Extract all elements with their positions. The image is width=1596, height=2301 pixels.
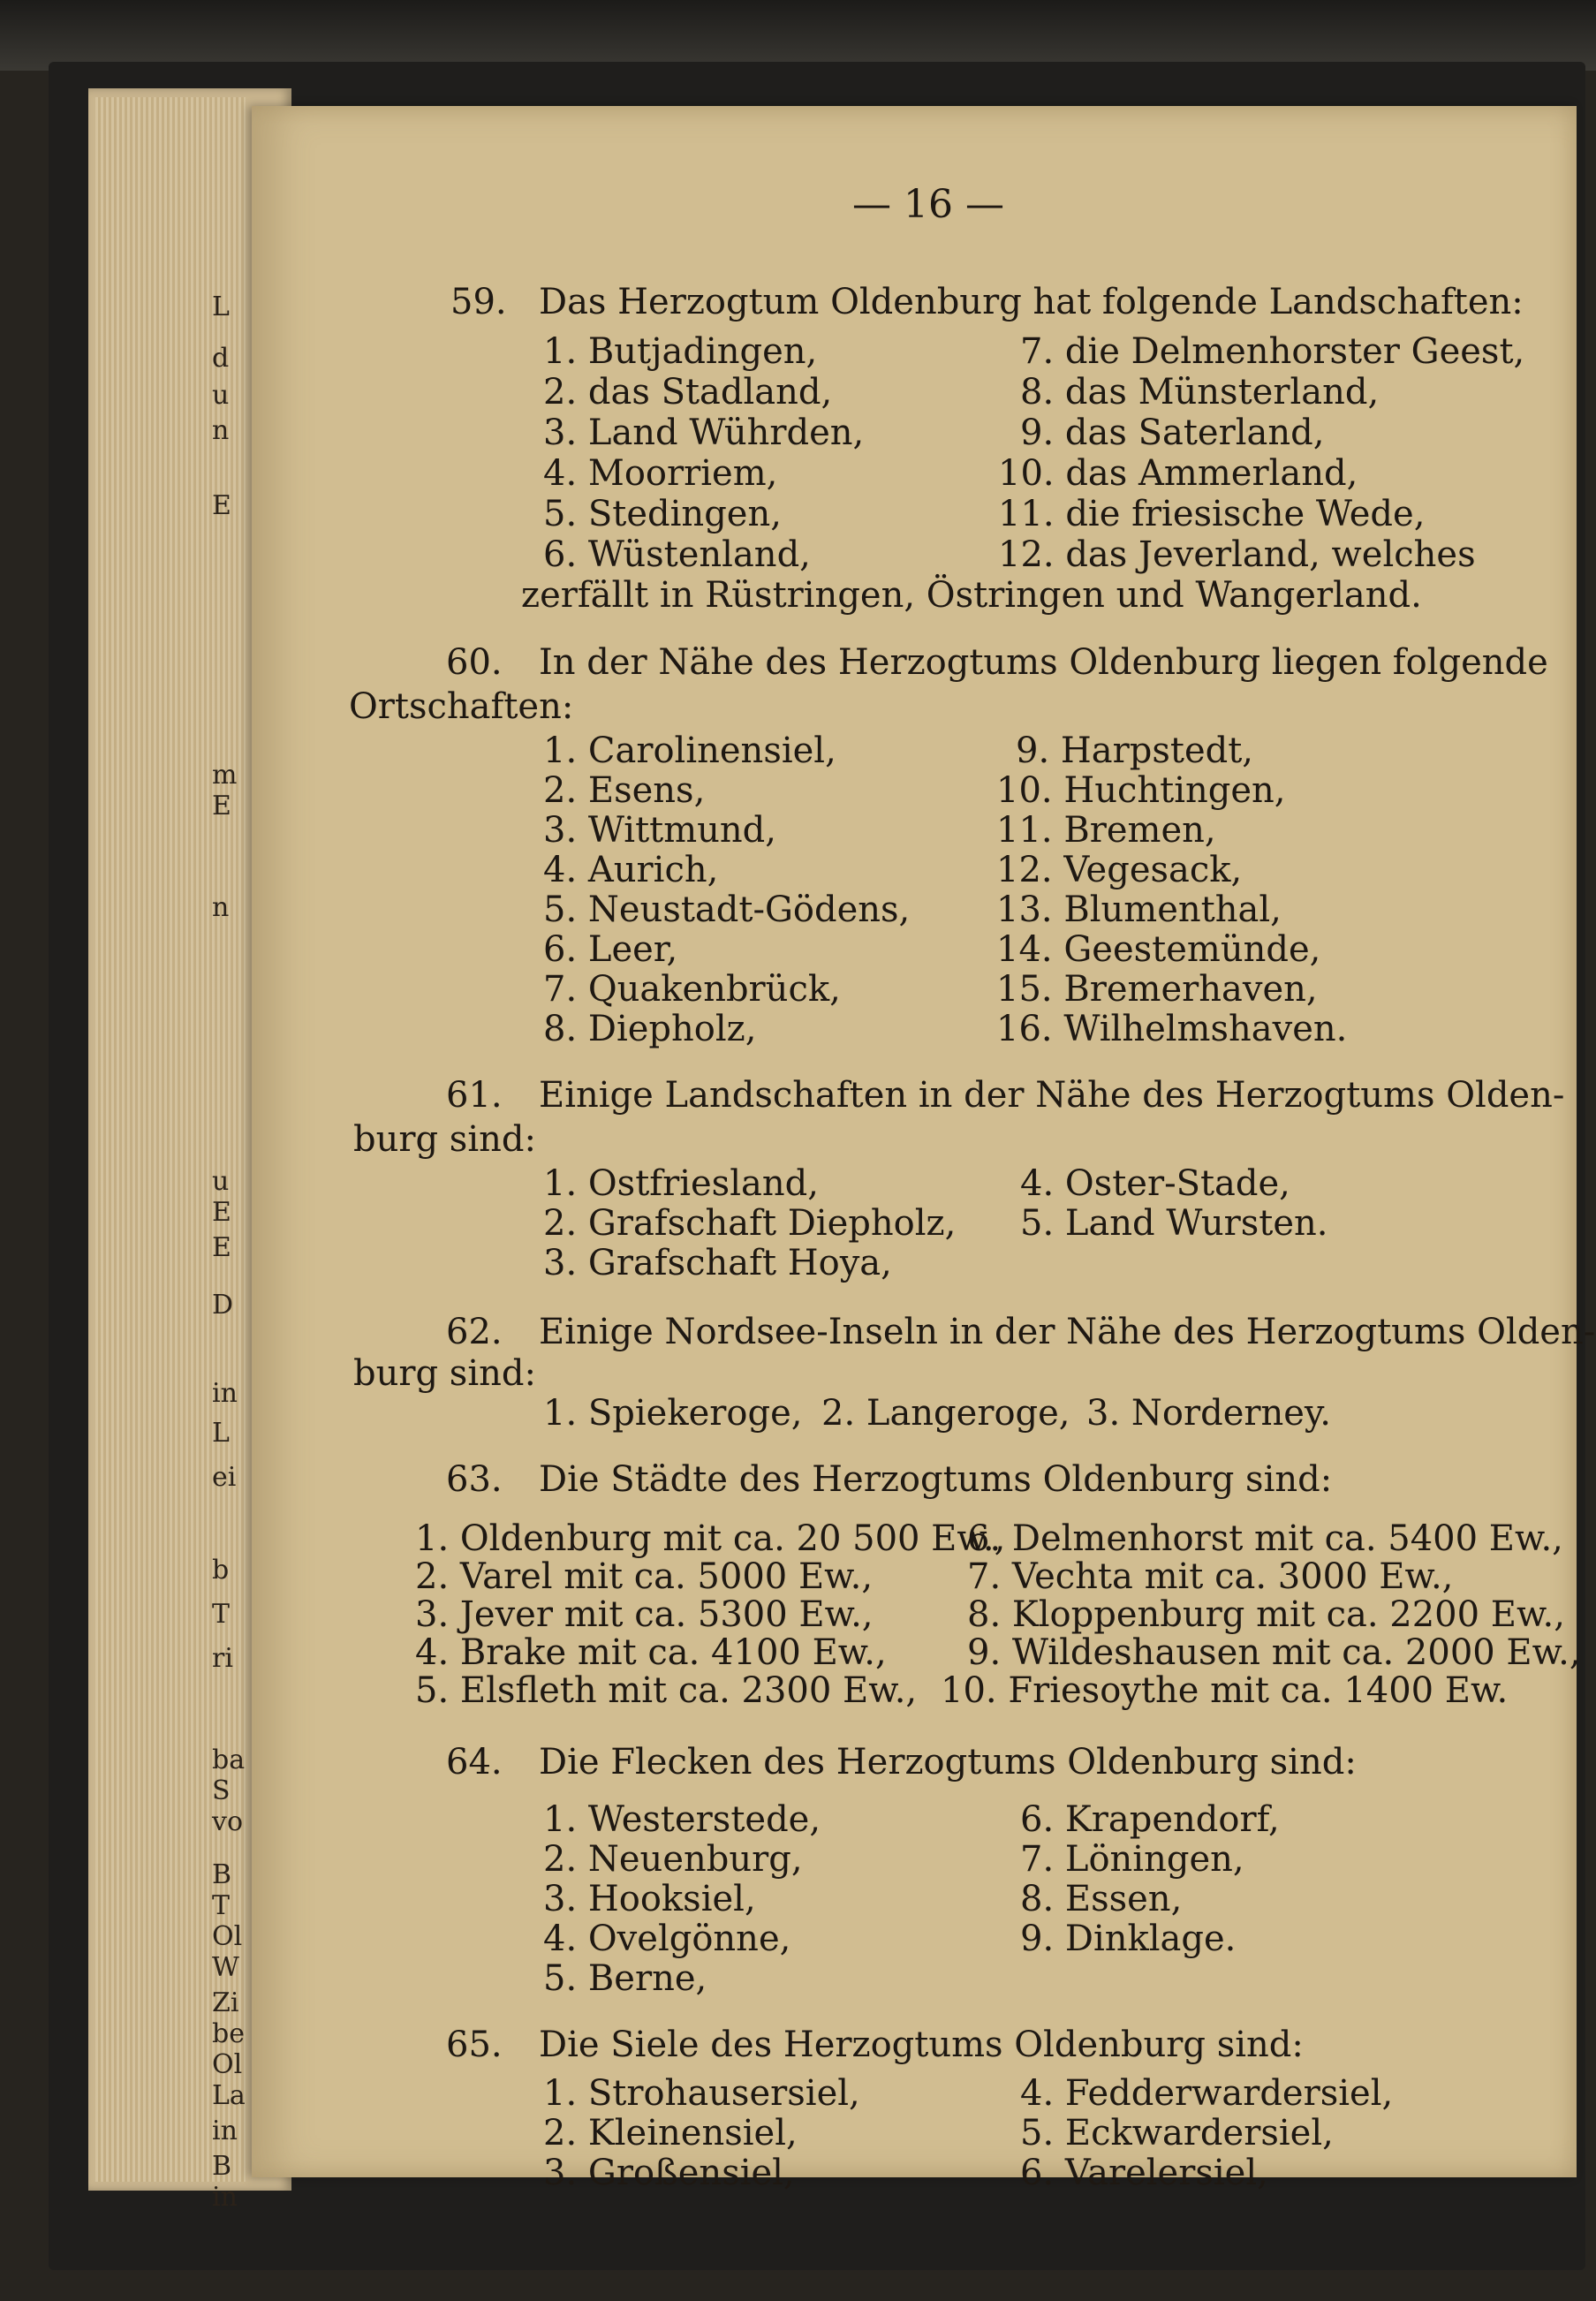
- list-item: 4. Brake mit ca. 4100 Ew.,: [415, 1632, 887, 1673]
- list-item: 9. Dinklage.: [1020, 1919, 1237, 1959]
- list-item: 10. Friesoythe mit ca. 1400 Ew.: [941, 1670, 1509, 1711]
- list-item: 4. Moorriem,: [543, 453, 778, 494]
- margin-fragment: ba: [212, 1745, 246, 1775]
- list-item: 6. Wüstenland,: [543, 534, 811, 575]
- list-item: 16. Wilhelmshaven.: [996, 1009, 1348, 1049]
- list-item: 14. Geestemünde,: [996, 929, 1321, 970]
- list-item: 12. Vegesack,: [996, 850, 1243, 890]
- list-item: 5. Neustadt-Gödens,: [543, 889, 911, 930]
- list-item: 7. die Delmenhorster Geest,: [1020, 331, 1525, 372]
- margin-fragment: Ol: [212, 2049, 243, 2080]
- margin-fragment: ei: [212, 1462, 237, 1493]
- list-item: 10. das Ammerland,: [998, 453, 1358, 494]
- list-item: 6. Varelersiel,: [1020, 2153, 1268, 2193]
- section-number: 61.: [446, 1075, 503, 1116]
- list-item: 5. Stedingen,: [543, 494, 782, 534]
- list-item: 2. Varel mit ca. 5000 Ew.,: [415, 1556, 874, 1597]
- margin-fragment: u: [212, 380, 230, 411]
- list-item: 3. Wittmund,: [543, 810, 777, 851]
- list-item: 15. Bremerhaven,: [996, 969, 1318, 1010]
- list-item: 13. Blumenthal,: [996, 889, 1282, 930]
- section-heading: Die Flecken des Herzogtums Oldenburg sind:: [539, 1742, 1357, 1783]
- list-item: 11. die friesische Wede,: [998, 494, 1426, 534]
- margin-fragment: D: [212, 1290, 234, 1321]
- list-item: 2. Langeroge,: [821, 1393, 1070, 1434]
- margin-fragment: b: [212, 1555, 230, 1586]
- page-number: — 16 —: [852, 182, 1004, 227]
- list-item: 4. Aurich,: [543, 850, 719, 890]
- list-item: 6. Leer,: [543, 929, 678, 970]
- margin-fragment: in: [212, 1378, 238, 1409]
- list-item: 7. Löningen,: [1020, 1839, 1244, 1880]
- margin-fragment: vo: [212, 1806, 244, 1837]
- list-item: 2. Neuenburg,: [543, 1839, 803, 1880]
- margin-fragment: E: [212, 1232, 231, 1263]
- section-heading-continued: burg sind:: [353, 1353, 536, 1394]
- list-item: 4. Fedderwardersiel,: [1020, 2073, 1394, 2114]
- section-heading-continued: burg sind:: [353, 1119, 536, 1160]
- list-item: 5. Land Wursten.: [1020, 1203, 1328, 1244]
- margin-fragment: L: [212, 1418, 230, 1449]
- list-item: 1. Ostfriesland,: [543, 1163, 819, 1204]
- list-item: 3. Hooksiel,: [543, 1879, 756, 1919]
- margin-fragment: Zi: [212, 1987, 239, 2018]
- margin-fragment: m: [212, 760, 238, 791]
- section-number: 65.: [446, 2025, 503, 2065]
- list-item: 12. das Jeverland, welches: [998, 534, 1476, 575]
- list-item: 1. Strohausersiel,: [543, 2073, 860, 2114]
- list-item: 3. Großensiel,: [543, 2153, 795, 2193]
- list-item: 1. Carolinensiel,: [543, 730, 836, 771]
- section-number: 59.: [450, 282, 507, 322]
- list-item: 8. Essen,: [1020, 1879, 1183, 1919]
- section-heading: Die Städte des Herzogtums Oldenburg sind:: [539, 1459, 1333, 1500]
- margin-fragment: T: [212, 1599, 231, 1630]
- list-item: 2. Esens,: [543, 770, 706, 811]
- list-item: 3. Jever mit ca. 5300 Ew.,: [415, 1594, 874, 1635]
- margin-fragment: W: [212, 1952, 239, 1983]
- list-item: 9. Wildeshausen mit ca. 2000 Ew.,: [967, 1632, 1581, 1673]
- list-item: 1. Butjadingen,: [543, 331, 818, 372]
- margin-fragment: E: [212, 1197, 231, 1228]
- margin-fragment: B: [212, 2151, 232, 2182]
- list-item: 6. Krapendorf,: [1020, 1799, 1280, 1840]
- list-item: 3. Norderney.: [1086, 1393, 1331, 1434]
- list-item: 11. Bremen,: [996, 810, 1216, 851]
- scan-background-top: [0, 0, 1596, 71]
- margin-fragment: La: [212, 2080, 246, 2111]
- section-heading-continued: Ortschaften:: [349, 686, 574, 727]
- list-item: 4. Ovelgönne,: [543, 1919, 791, 1959]
- section-number: 63.: [446, 1459, 503, 1500]
- list-item: 5. Elsfleth mit ca. 2300 Ew.,: [415, 1670, 918, 1711]
- list-item: 1. Westerstede,: [543, 1799, 821, 1840]
- list-item: 1. Oldenburg mit ca. 20 500 Ew.,: [415, 1518, 1006, 1559]
- list-item: 5. Eckwardersiel,: [1020, 2113, 1334, 2153]
- section-number: 62.: [446, 1312, 503, 1352]
- list-item: 3. Grafschaft Hoya,: [543, 1243, 892, 1283]
- section-heading: Das Herzogtum Oldenburg hat folgende Landschaften:: [539, 282, 1524, 322]
- margin-fragment: in: [212, 2182, 238, 2213]
- list-item: 5. Berne,: [543, 1958, 707, 1999]
- list-item: 7. Quakenbrück,: [543, 969, 841, 1010]
- paragraph-line: zerfällt in Rüstringen, Östringen und Wangerland.: [521, 575, 1422, 616]
- section-number: 64.: [446, 1742, 503, 1783]
- list-item: 9. das Saterland,: [1020, 413, 1325, 453]
- list-item: 7. Vechta mit ca. 3000 Ew.,: [967, 1556, 1454, 1597]
- section-heading: Die Siele des Herzogtums Oldenburg sind:: [539, 2025, 1304, 2065]
- section-heading: Einige Landschaften in der Nähe des Herzogtums Olden-: [539, 1075, 1565, 1116]
- margin-fragment: be: [212, 2018, 245, 2049]
- margin-fragment: n: [212, 892, 230, 923]
- section-heading: Einige Nordsee-Inseln in der Nähe des Herzogtums Olden-: [539, 1312, 1596, 1352]
- margin-fragment: E: [212, 490, 231, 521]
- list-item: 2. Grafschaft Diepholz,: [543, 1203, 957, 1244]
- margin-fragment: L: [212, 291, 230, 322]
- list-item: 2. das Stadland,: [543, 372, 833, 413]
- margin-fragment: S: [212, 1775, 231, 1806]
- margin-fragment: u: [212, 1166, 230, 1197]
- margin-fragment: Ol: [212, 1921, 243, 1952]
- margin-fragment: d: [212, 343, 230, 374]
- list-item: 4. Oster-Stade,: [1020, 1163, 1290, 1204]
- list-item: 2. Kleinensiel,: [543, 2113, 798, 2153]
- list-item: 10. Huchtingen,: [996, 770, 1286, 811]
- list-item: 6. Delmenhorst mit ca. 5400 Ew.,: [967, 1518, 1563, 1559]
- margin-fragment: B: [212, 1859, 232, 1890]
- section-number: 60.: [446, 642, 503, 683]
- list-item: 8. Diepholz,: [543, 1009, 757, 1049]
- section-heading: In der Nähe des Herzogtums Oldenburg liegen folgende: [539, 642, 1548, 683]
- list-item: 9. Harpstedt,: [1016, 730, 1254, 771]
- list-item: 8. das Münsterland,: [1020, 372, 1380, 413]
- margin-fragment: ri: [212, 1643, 233, 1674]
- margin-fragment: E: [212, 791, 231, 821]
- margin-fragment: in: [212, 2116, 238, 2146]
- margin-fragment: T: [212, 1890, 231, 1921]
- margin-fragment: n: [212, 415, 230, 446]
- list-item: 1. Spiekeroge,: [543, 1393, 803, 1434]
- list-item: 3. Land Wührden,: [543, 413, 865, 453]
- list-item: 8. Kloppenburg mit ca. 2200 Ew.,: [967, 1594, 1565, 1635]
